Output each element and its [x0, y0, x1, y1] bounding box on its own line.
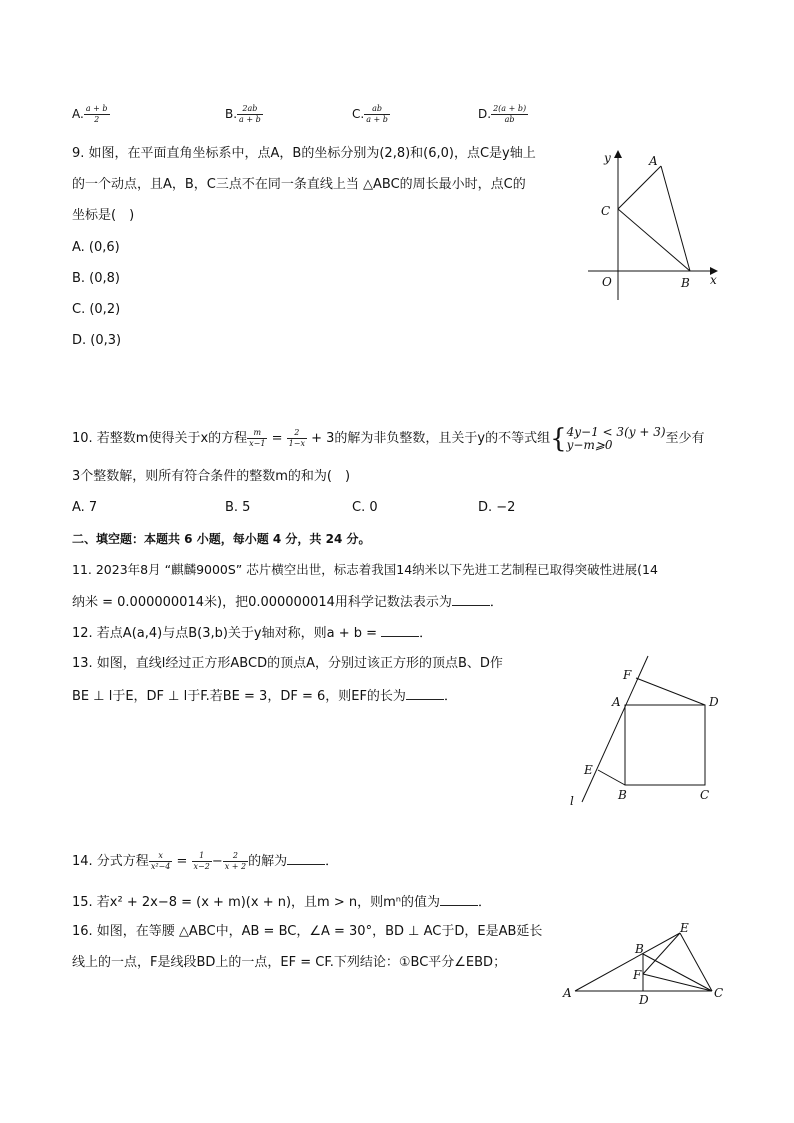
line-l	[582, 656, 648, 802]
q8-option-a: A. $\frac{a + b}{2}$	[72, 104, 108, 124]
q15-line: 15. 若x² + 2x−8 = (x + m)(x + n)，且m > n，则mⁿ的值为 ．	[72, 895, 491, 910]
label-x: x	[710, 273, 717, 287]
label-d: D	[639, 993, 649, 1007]
q10-option-d: D. −2	[478, 500, 516, 515]
segment-fc	[643, 974, 712, 991]
square-abcd	[625, 705, 705, 785]
q8-option-c: C. $\frac{ab}{a + b}$	[352, 104, 388, 124]
segment-ef	[643, 933, 680, 974]
q9-stem-line1: 9. 如图，在平面直角坐标系中，点A，B的坐标分别为(2,8)和(6,0)，点C是y轴上	[72, 146, 536, 161]
segment-ab	[661, 166, 690, 271]
q9-stem-line3: 坐标是( )	[72, 208, 135, 223]
q9-stem-line2: 的一个动点，且A，B，C三点不在同一条直线上当 △ABC的周长最小时，点C的	[72, 177, 526, 192]
q13-line2: BE ⊥ l于E，DF ⊥ l于F.若BE = 3，DF = 6，则EF的长为 ．	[72, 689, 457, 704]
q9-option-d: D. (0,3)	[72, 333, 122, 348]
label-b: B	[681, 276, 690, 290]
q10-option-b: B. 5	[225, 500, 251, 515]
label-d: D	[709, 695, 719, 709]
label-f: F	[623, 668, 632, 682]
q13-line1: 13. 如图，直线l经过正方形ABCD的顶点A，分别过该正方形的顶点B、D作	[72, 656, 503, 671]
q10-stem-line1: 10. 若整数m使得关于x的方程 $\frac{m}{x-1}$ = $\frac{2}{1-x}$ + 3的解为非负整数，且关于y的不等式组{ 4y−1 < 3(y + 3) y−m⩾0 至少有	[72, 423, 705, 454]
label-b: B	[635, 942, 644, 956]
segment-ac	[618, 166, 661, 209]
q8-option-b: B. $\frac{2ab}{a + b}$	[225, 104, 261, 124]
q11-line1: 11. 2023年8月 “麒麟9000S” 芯片横空出世，标志着我国14纳米以下先进工艺制程已取得突破性进展(14	[72, 562, 658, 577]
label-a: A	[649, 154, 658, 168]
q12-line: 12. 若点A(a,4)与点B(3,b)关于y轴对称，则a + b = ．	[72, 626, 433, 641]
q13-answer-blank[interactable]	[406, 687, 444, 700]
q10-option-c: C. 0	[352, 500, 378, 515]
q13-square-figure	[560, 650, 730, 815]
q15-answer-blank[interactable]	[440, 893, 478, 906]
label-b: B	[618, 788, 627, 802]
label-o: O	[602, 275, 612, 289]
label-a: A	[563, 986, 572, 1000]
section-fill-in-heading: 二、填空题：本题共 6 小题，每小题 4 分，共 24 分。	[72, 532, 371, 546]
q14-line: 14. 分式方程 $\frac{x}{\text{x²−4}}$ = $\frac{1}{x-2}$ − $\frac{2}{x + 2}$ 的解为 ．	[72, 851, 339, 871]
label-e: E	[584, 763, 593, 777]
q10-option-a: A. 7	[72, 500, 98, 515]
segment-df	[636, 678, 705, 705]
q9-option-b: B. (0,8)	[72, 271, 121, 286]
q9-coordinate-figure	[580, 140, 730, 300]
label-f: F	[633, 968, 642, 982]
q14-answer-blank[interactable]	[287, 852, 325, 865]
label-c: C	[714, 986, 724, 1000]
q11-answer-blank[interactable]	[452, 593, 490, 606]
label-c: C	[601, 204, 611, 218]
segment-be	[598, 770, 625, 785]
label-y: y	[604, 151, 611, 165]
q9-option-c: C. (0,2)	[72, 302, 121, 317]
label-l: l	[570, 794, 574, 808]
q12-answer-blank[interactable]	[381, 624, 419, 637]
segment-cb	[618, 209, 690, 271]
q8-option-d: D. $\frac{2(a + b)}{ab}$	[478, 104, 527, 124]
label-c: C	[700, 788, 710, 802]
q9-option-a: A. (0,6)	[72, 240, 120, 255]
q10-stem-line2: 3个整数解，则所有符合条件的整数m的和为( )	[72, 469, 351, 484]
q16-line1: 16. 如图，在等腰 △ABC中，AB = BC，∠A = 30°，BD ⊥ AC于D，E是AB延长	[72, 924, 543, 939]
label-e: E	[680, 921, 689, 935]
q11-line2: 纳米 = 0.000000014米)，把0.000000014用科学记数法表示为 ．	[72, 595, 503, 610]
segment-ae	[575, 933, 680, 991]
q16-triangle-figure	[555, 918, 735, 1008]
q16-line2: 线上的一点，F是线段BD上的一点，EF = CF.下列结论：①BC平分∠EBD；	[72, 955, 507, 970]
label-a: A	[612, 695, 621, 709]
